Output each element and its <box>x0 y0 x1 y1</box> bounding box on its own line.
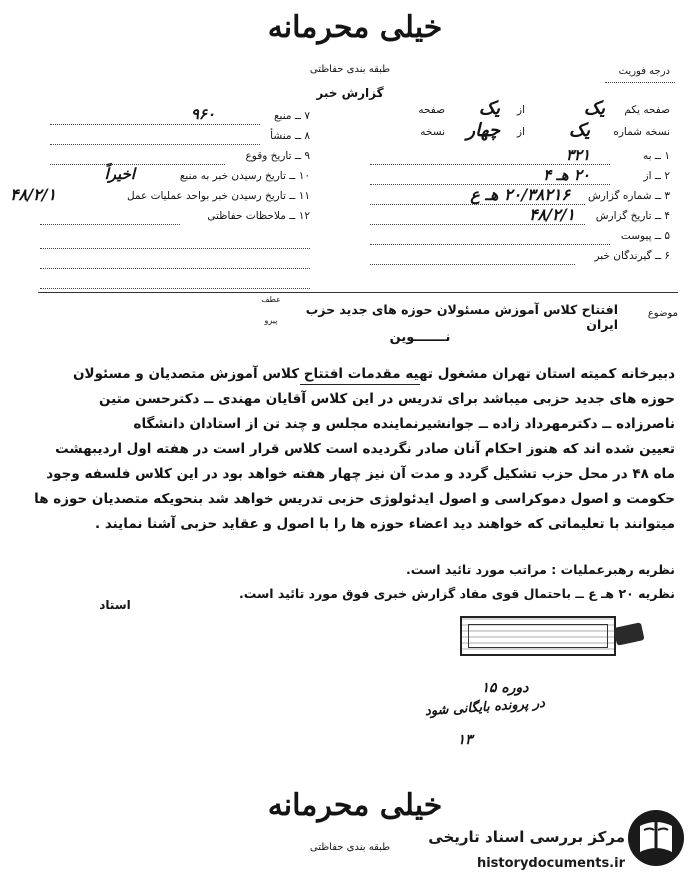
field-row-attachment <box>360 230 670 248</box>
field-mid-value: چهار <box>466 120 500 141</box>
page-number-row <box>360 98 670 122</box>
opinion-leader: نظریه رهبرعملیات : مراتب مورد تائید است. <box>405 562 675 577</box>
classification-sub-bottom: طبقه بندی حفاظتی <box>309 842 391 853</box>
field-value: اخیراً <box>104 165 135 183</box>
subject-label: موضوع <box>647 308 678 319</box>
report-body <box>34 366 675 541</box>
ostad-label: استاد <box>99 598 131 612</box>
priority-dots <box>605 82 675 83</box>
body-line: میتوانند با تعلیماتی که خواهند دید اعضاء حوزه ها را با اصول و عقاید حزبی آشنا نمایند . <box>95 516 675 532</box>
field-mid: از <box>517 104 525 116</box>
subject-text: افتتاح کلاس آموزش مسئولان حوزه های جدید حزب ایران <box>305 302 618 332</box>
subject-note-bottom: پیرو <box>264 316 278 325</box>
watermark-text: مرکز بررسی اسناد تاریخی <box>428 828 625 846</box>
field-value: ۳۲۱ <box>565 146 590 164</box>
field-row-source <box>40 105 310 128</box>
field-row-report-number <box>360 185 670 208</box>
field-value: یک <box>583 98 605 119</box>
field-mid-value: یک <box>478 98 500 119</box>
classification-top: خیلی محرمانه <box>267 10 443 45</box>
field-label: ۵ ــ پیوست <box>620 230 670 242</box>
body-line: دبیرخانه کمیته استان تهران مشغول تهیه مقدمات افتتاح کلاس آموزش متصدیان و مسئولان <box>73 366 675 382</box>
field-label: ۱۱ ــ تاریخ رسیدن خبر بواحد عملیات عمل <box>126 190 310 202</box>
field-row-to <box>360 146 670 168</box>
field-row-receipt-source <box>40 165 310 188</box>
field-label: ۲ ــ از <box>643 170 670 182</box>
handwritten-note-1: دوره ۱۵ <box>481 680 529 696</box>
subject-note-top: عطف <box>261 295 281 304</box>
field-value: ۲۰ هـ ۴ <box>543 166 590 184</box>
field-row-recipients <box>360 250 670 268</box>
handwritten-note-3: ۱۳ <box>457 732 473 748</box>
field-label: ۱۲ ــ ملاحظات حفاظتی <box>207 210 310 222</box>
field-row-security-notes <box>40 210 310 228</box>
field-label: ۶ ــ گیرندگان خبر <box>594 250 670 262</box>
watermark-url: historydocuments.ir <box>476 856 625 871</box>
handwritten-note-2: در پرونده بایگانی شود <box>424 695 546 720</box>
field-label: ۱۰ ــ تاریخ رسیدن خبر به منبع <box>179 170 310 182</box>
classification-sub-top: طبقه بندی حفاظتی <box>309 64 391 75</box>
copy-number-row <box>360 120 670 144</box>
classification-bottom: خیلی محرمانه <box>267 788 443 823</box>
registry-stamp <box>460 616 616 656</box>
body-line: حوزه های جدید حزبی میباشد برای تدریس در این کلاس آقایان مهندی ــ دکترحسن متین <box>98 391 675 407</box>
subject-underline <box>300 384 420 385</box>
field-value: ۴۸/۲/۱ <box>10 185 57 204</box>
field-label: نسخه شماره <box>613 126 670 138</box>
watermark-logo-icon <box>626 808 686 868</box>
body-line: تعیین شده اند که هنوز احکام آنان صادر نگردیده است کلاس قرار است در هفته اول اردیبهشت <box>55 441 675 457</box>
field-end: نسخه <box>420 126 445 138</box>
field-label: ۱ ــ به <box>642 150 670 162</box>
field-label: ۷ ــ منبع <box>273 110 310 122</box>
stamp-ink-mark <box>613 622 644 645</box>
body-line: ماه ۴۸ در محل حزب تشکیل گردد و مدت آن نیز چهار هفته خواهد بود در این کلاس فلسفه وجود <box>46 466 675 482</box>
priority-label: درجه فوریت <box>618 66 670 77</box>
field-value: یک <box>568 120 590 141</box>
header-separator <box>38 292 678 293</box>
field-label: صفحه یکم <box>624 104 670 116</box>
field-label: ۴ ــ تاریخ گزارش <box>595 210 670 222</box>
field-row-occurrence-date <box>40 150 310 168</box>
field-row-origin <box>40 130 310 148</box>
field-mid: از <box>517 126 525 138</box>
field-row-report-date <box>360 205 670 228</box>
field-label: ۹ ــ تاریخ وقوع <box>245 150 310 162</box>
body-line: حکومت و اصول دموکراسی و اصول ایدئولوژی حزبی تدریس خواهد شد بنحویکه متصدیان حوزه ها <box>34 491 675 507</box>
field-label: ۸ ــ منشأ <box>270 130 310 142</box>
field-value: ۲۰/۳۸۲۱۶ هـ ع <box>470 185 570 204</box>
report-title: گزارش خبر <box>316 86 384 100</box>
field-end: صفحه <box>418 104 445 116</box>
field-value: ۴۸/۲/۱ <box>528 205 575 224</box>
opinion-station: نظریه ۲۰ هـ ع ــ باحتمال قوی مفاد گزارش خبری فوق مورد تائید است. <box>239 586 675 601</box>
subject-heading: نـــــــوین <box>389 330 451 345</box>
field-label: ۳ ــ شماره گزارش <box>587 190 670 202</box>
field-value: ۹۶۰ <box>190 105 215 123</box>
body-line: ناصرزاده ــ دکترمهرداد زاده ــ جوانشیرنماینده مجلس و چند تن از استادان دانشگاه <box>133 416 675 432</box>
field-row-receipt-operations <box>10 185 310 208</box>
